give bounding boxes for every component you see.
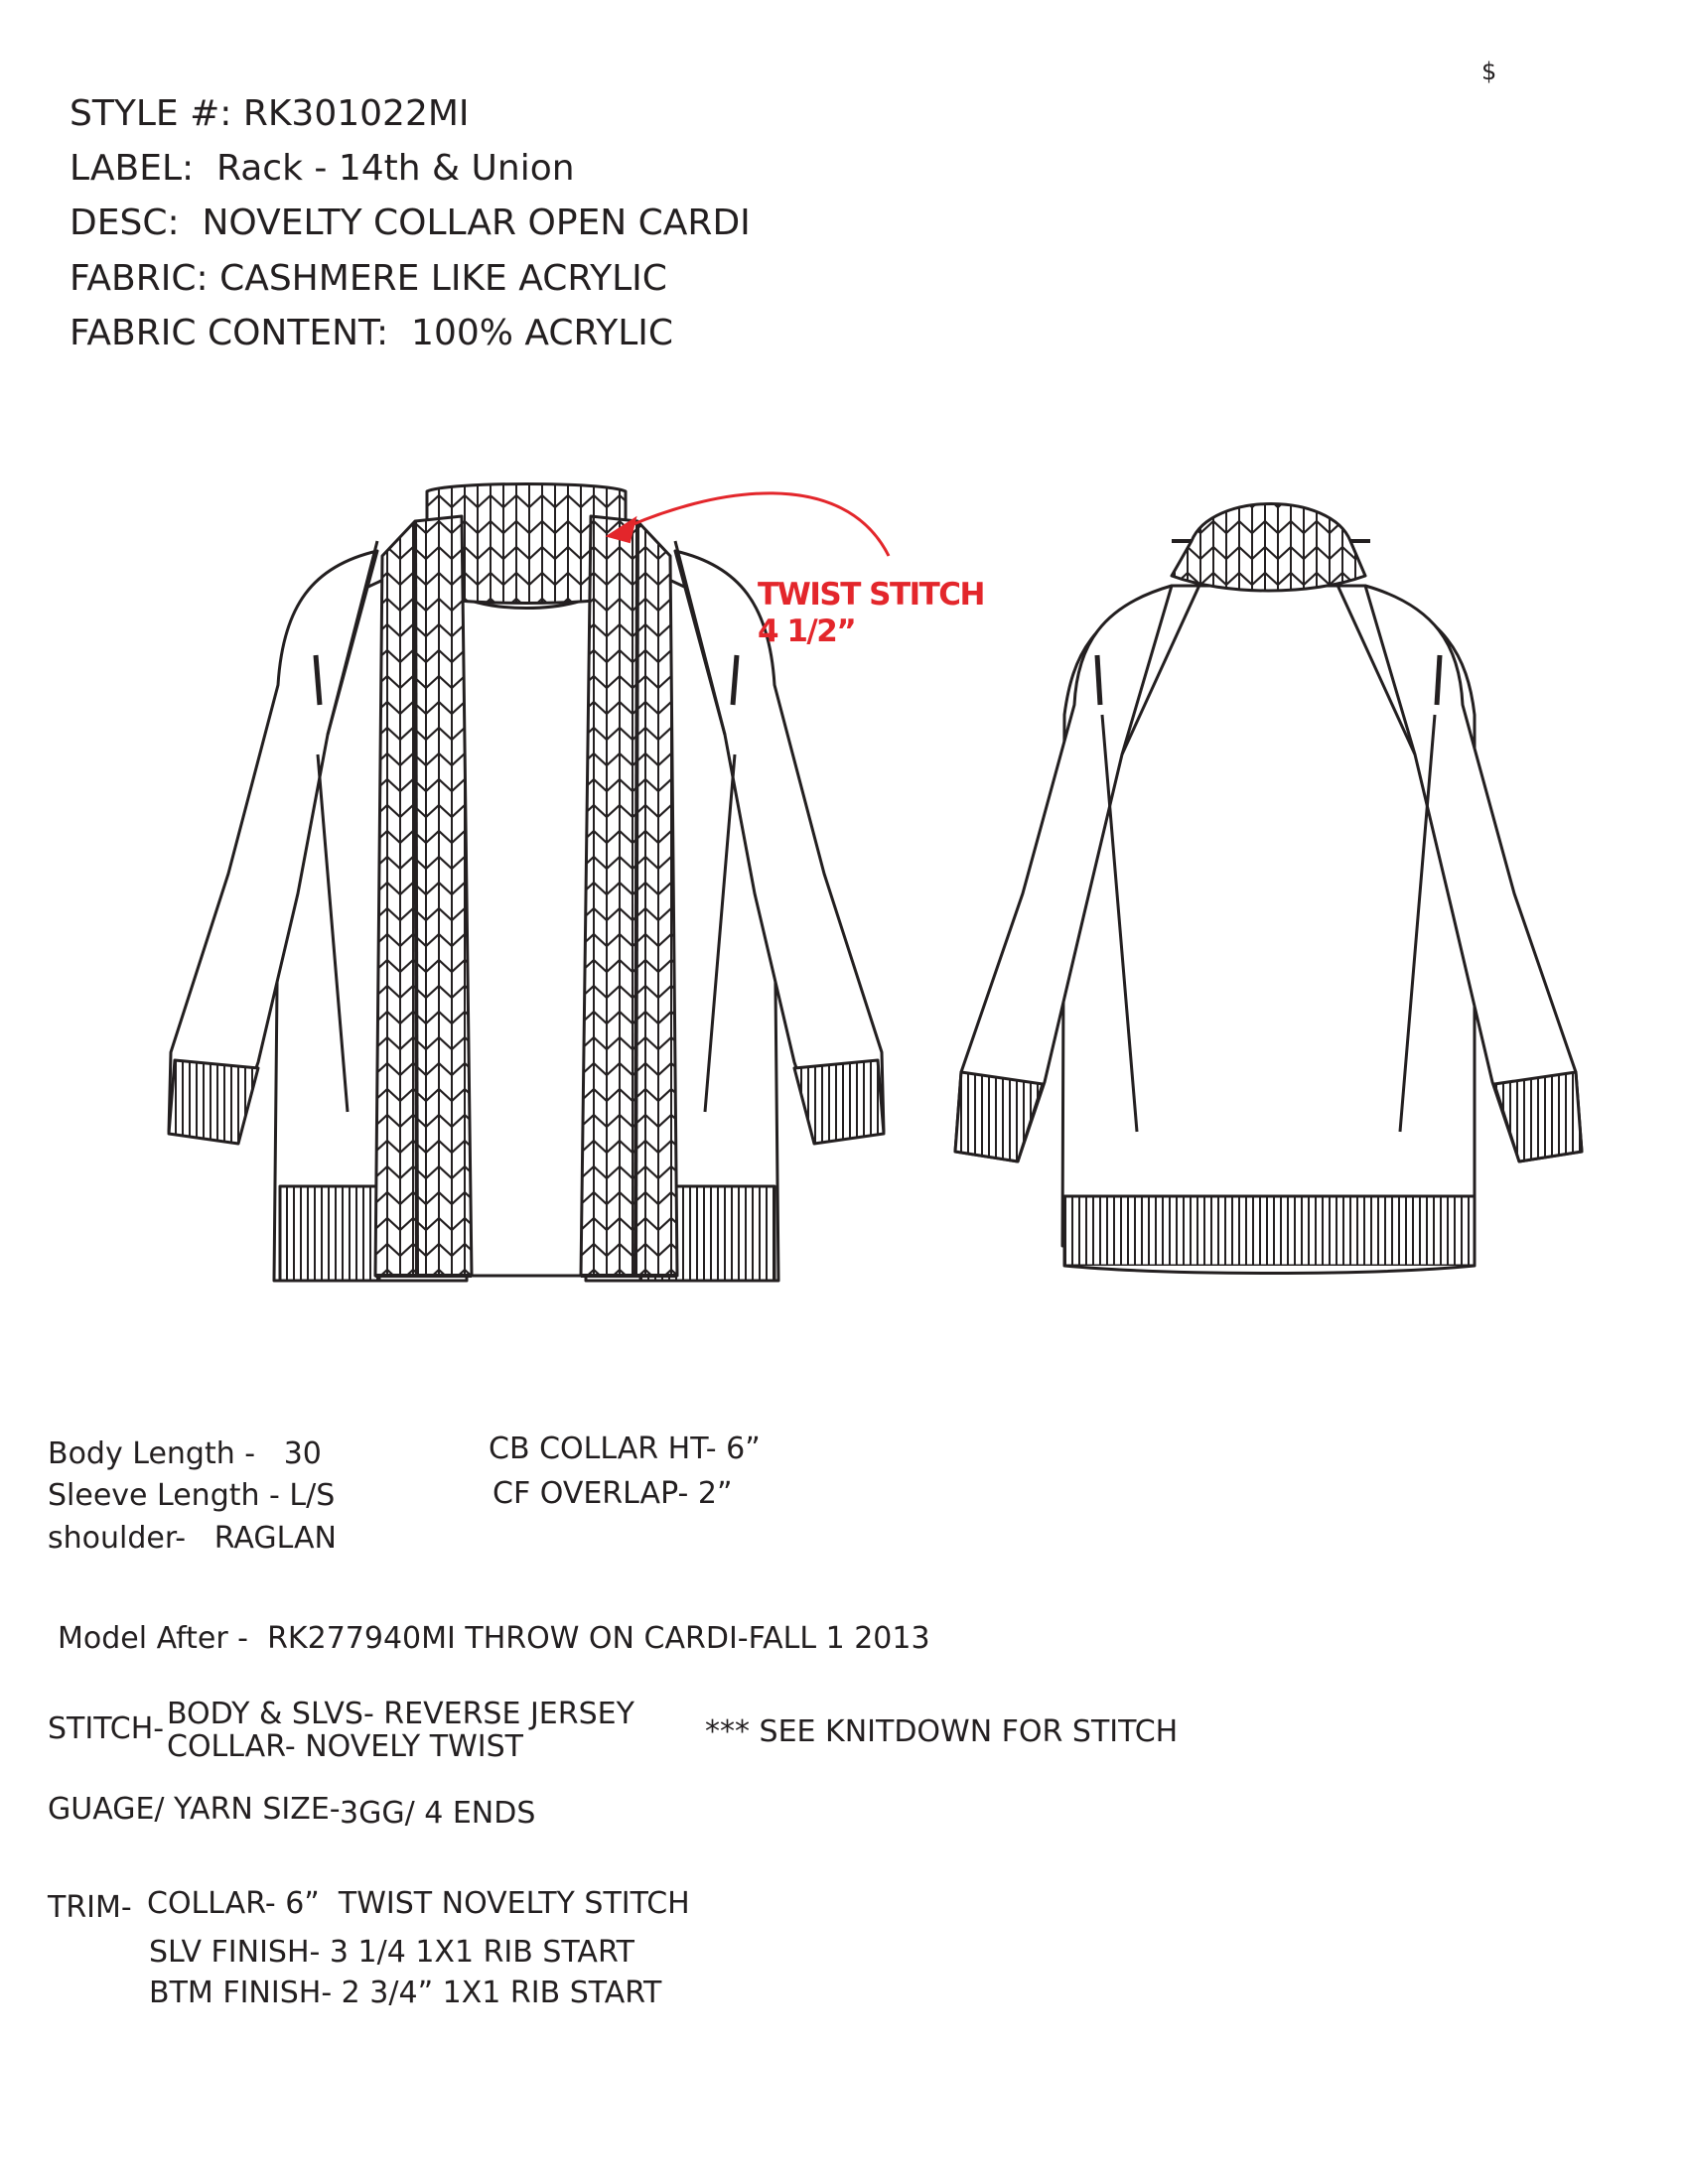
style-number: STYLE #: RK301022MI bbox=[70, 93, 470, 134]
back-bottom-rib bbox=[1064, 1196, 1475, 1266]
front-left-cuff bbox=[169, 1060, 258, 1144]
trim-sleeve: SLV FINISH- 3 1/4 1X1 RIB START bbox=[149, 1935, 634, 1970]
front-right-cuff bbox=[794, 1060, 884, 1144]
stitch-body: BODY & SLVS- REVERSE JERSEY bbox=[167, 1697, 634, 1731]
back-left-cuff bbox=[955, 1072, 1043, 1161]
model-after: Model After - RK277940MI THROW ON CARDI-FALL 1 2013 bbox=[58, 1621, 930, 1656]
front-bottom-rib-left bbox=[280, 1186, 379, 1281]
cb-collar-height: CB COLLAR HT- 6” bbox=[489, 1432, 761, 1466]
label-line: LABEL: Rack - 14th & Union bbox=[70, 148, 575, 189]
body-length: Body Length - 30 bbox=[48, 1436, 322, 1471]
description: DESC: NOVELTY COLLAR OPEN CARDI bbox=[70, 203, 751, 243]
back-collar bbox=[1172, 504, 1365, 592]
currency-mark: $ bbox=[1481, 58, 1497, 85]
stitch-label: STITCH- bbox=[48, 1711, 165, 1746]
front-right-collar bbox=[581, 516, 677, 1276]
callout-line-1: TWIST STITCH bbox=[758, 577, 984, 613]
stitch-collar: COLLAR- NOVELY TWIST bbox=[167, 1729, 523, 1764]
fabric-content: FABRIC CONTENT: 100% ACRYLIC bbox=[70, 313, 674, 353]
gauge-value: 3GG/ 4 ENDS bbox=[340, 1796, 536, 1831]
cf-overlap: CF OVERLAP- 2” bbox=[492, 1476, 733, 1511]
shoulder: shoulder- RAGLAN bbox=[48, 1521, 337, 1556]
back-view bbox=[955, 504, 1582, 1274]
sleeve-length: Sleeve Length - L/S bbox=[48, 1478, 336, 1513]
trim-label: TRIM- bbox=[48, 1890, 132, 1925]
trim-collar: COLLAR- 6” TWIST NOVELTY STITCH bbox=[147, 1886, 690, 1921]
gauge-label: GUAGE/ YARN SIZE- bbox=[48, 1792, 341, 1827]
back-right-cuff bbox=[1494, 1072, 1582, 1161]
callout-line-2: 4 1/2” bbox=[758, 614, 856, 649]
trim-bottom: BTM FINISH- 2 3/4” 1X1 RIB START bbox=[149, 1976, 662, 2010]
knitdown-note: *** SEE KNITDOWN FOR STITCH bbox=[705, 1714, 1179, 1749]
front-left-collar bbox=[375, 516, 472, 1276]
fabric: FABRIC: CASHMERE LIKE ACRYLIC bbox=[70, 258, 667, 299]
